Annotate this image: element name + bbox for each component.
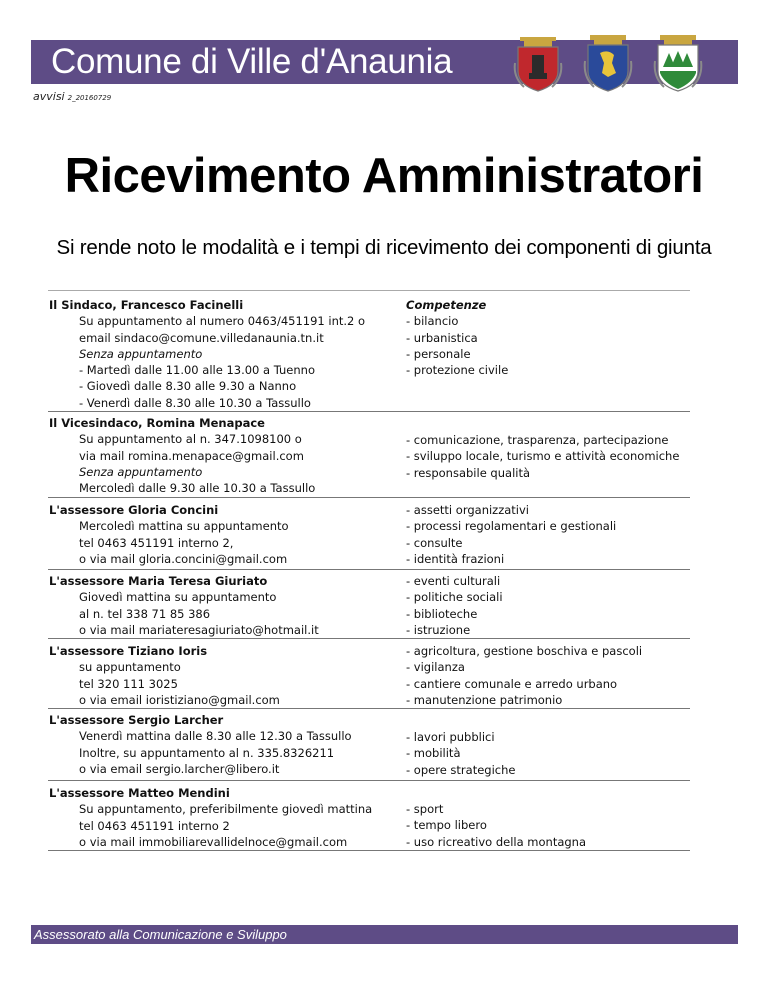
competenza-item: - processi regolamentari e gestionali bbox=[406, 519, 617, 534]
competenza-item: - comunicazione, trasparenza, partecipazione bbox=[406, 433, 669, 447]
competenza-item: - sviluppo locale, turismo e attività economiche bbox=[406, 449, 680, 464]
competenza-item: - consulte bbox=[406, 535, 463, 550]
contact-line: Inoltre, su appuntamento al n. 335.8326211 bbox=[79, 745, 335, 760]
avvisi-code: 2_20160729 bbox=[67, 94, 112, 102]
footer-bar bbox=[31, 925, 738, 944]
competenza-item: - identità frazioni bbox=[406, 551, 505, 566]
divider bbox=[48, 638, 690, 639]
competenza-item: - eventi culturali bbox=[406, 574, 501, 588]
contact-line: - Venerdì dalle 8.30 alle 10.30 a Tassullo bbox=[79, 395, 311, 410]
contact-line: al n. tel 338 71 85 386 bbox=[79, 606, 211, 621]
avvisi-text: avvisi bbox=[33, 90, 65, 103]
contact-line: su appuntamento bbox=[79, 660, 181, 675]
section-name: L'assessore Maria Teresa Giuriato bbox=[49, 574, 268, 588]
competenza-item: - opere strategiche bbox=[406, 762, 516, 777]
divider bbox=[48, 290, 690, 291]
concini-competenze bbox=[406, 502, 706, 567]
contact-line: Senza appuntamento bbox=[79, 464, 203, 479]
competenza-item: - tempo libero bbox=[406, 818, 487, 833]
contact-line: - Giovedì dalle 8.30 alle 9.30 a Nanno bbox=[79, 379, 297, 394]
competenza-item: - vigilanza bbox=[406, 660, 465, 675]
contact-line: Mercoledì mattina su appuntamento bbox=[79, 519, 289, 534]
competenze-header: Competenze bbox=[406, 298, 487, 312]
tower-crest-icon bbox=[512, 27, 564, 93]
section-name: L'assessore Matteo Mendini bbox=[49, 786, 230, 800]
divider bbox=[48, 780, 690, 781]
avvisi-label bbox=[33, 90, 111, 103]
divider bbox=[48, 850, 690, 851]
competenza-item: - sport bbox=[406, 802, 444, 816]
competenza-item: - bilancio bbox=[406, 314, 459, 329]
contact-line: - Martedì dalle 11.00 alle 13.00 a Tuenno bbox=[79, 363, 315, 378]
contact-line: o via mail immobiliarevallidelnoce@gmail.com bbox=[79, 834, 348, 849]
divider bbox=[48, 497, 690, 498]
contact-line: Giovedì mattina su appuntamento bbox=[79, 590, 277, 605]
ioris-competenze bbox=[406, 643, 706, 708]
contact-line: Su appuntamento, preferibilmente giovedì mattina bbox=[79, 802, 373, 817]
divider bbox=[48, 411, 690, 412]
competenza-item: - lavori pubblici bbox=[406, 730, 495, 744]
section-name: Il Sindaco, Francesco Facinelli bbox=[49, 298, 244, 312]
competenza-item: - personale bbox=[406, 346, 471, 361]
contact-line: tel 320 111 3025 bbox=[79, 676, 178, 691]
mendini-competenze bbox=[406, 801, 706, 850]
competenza-item: - istruzione bbox=[406, 622, 471, 637]
vicesindaco-competenze bbox=[406, 432, 706, 481]
divider bbox=[48, 569, 690, 570]
contact-line: Mercoledì dalle 9.30 alle 10.30 a Tassullo bbox=[79, 481, 316, 496]
contact-line: Venerdì mattina dalle 8.30 alle 12.30 a Tassullo bbox=[79, 729, 352, 744]
competenza-item: - protezione civile bbox=[406, 363, 509, 378]
competenza-item: - manutenzione patrimonio bbox=[406, 692, 563, 707]
competenza-item: - responsabile qualità bbox=[406, 465, 531, 480]
larcher-competenze bbox=[406, 729, 706, 778]
competenza-item: - cantiere comunale e arredo urbano bbox=[406, 676, 618, 691]
competenza-item: - politiche sociali bbox=[406, 590, 503, 605]
pine-trees-crest-icon bbox=[652, 27, 704, 93]
contact-line: via mail romina.menapace@gmail.com bbox=[79, 448, 304, 463]
competenza-item: - agricoltura, gestione boschiva e pascoli bbox=[406, 644, 643, 658]
section-name: L'assessore Gloria Concini bbox=[49, 503, 219, 517]
contact-line: email sindaco@comune.villedanaunia.tn.it bbox=[79, 330, 324, 345]
contact-line: tel 0463 451191 interno 2, bbox=[79, 535, 234, 550]
competenza-item: - assetti organizzativi bbox=[406, 503, 529, 517]
page-title: Ricevimento Amministratori bbox=[64, 149, 704, 203]
municipality-banner bbox=[31, 40, 499, 84]
section-name: L'assessore Sergio Larcher bbox=[49, 713, 224, 727]
giuriato-competenze bbox=[406, 573, 706, 638]
contact-line: tel 0463 451191 interno 2 bbox=[79, 818, 230, 833]
section-name: Il Vicesindaco, Romina Menapace bbox=[49, 416, 265, 430]
page-subtitle: Si rende noto le modalità e i tempi di ricevimento dei componenti di giunta bbox=[56, 236, 712, 259]
contact-line: Su appuntamento al numero 0463/451191 int.2 o bbox=[79, 314, 366, 329]
banner-title: Comune di Ville d'Anaunia bbox=[51, 42, 453, 81]
contact-line: o via mail gloria.concini@gmail.com bbox=[79, 551, 288, 566]
section-name: L'assessore Tiziano Ioris bbox=[49, 644, 208, 658]
competenza-item: - urbanistica bbox=[406, 330, 478, 345]
contact-line: o via mail mariateresagiuriato@hotmail.it bbox=[79, 622, 319, 637]
competenza-item: - biblioteche bbox=[406, 606, 478, 621]
contact-line: o via email sergio.larcher@libero.it bbox=[79, 761, 280, 776]
lion-crest-icon bbox=[582, 27, 634, 93]
contact-line: Senza appuntamento bbox=[79, 346, 203, 361]
divider bbox=[48, 708, 690, 709]
contact-line: o via email ioristiziano@gmail.com bbox=[79, 692, 280, 707]
sindaco-competenze bbox=[406, 297, 706, 378]
footer-text: Assessorato alla Comunicazione e Sviluppo bbox=[34, 927, 287, 942]
contact-line: Su appuntamento al n. 347.1098100 o bbox=[79, 432, 302, 447]
competenza-item: - uso ricreativo della montagna bbox=[406, 834, 587, 849]
competenza-item: - mobilità bbox=[406, 746, 461, 761]
